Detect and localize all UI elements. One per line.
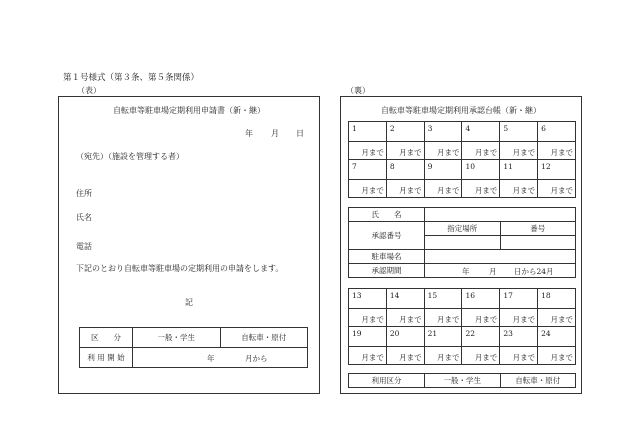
usage-table (348, 373, 576, 388)
application-table (79, 327, 308, 368)
month-cell-21: 21 (424, 327, 462, 347)
grid1-num-row-1 (349, 122, 576, 142)
start-row (80, 348, 308, 368)
form-number-label: 第１号様式（第３条、第５条関係） (63, 73, 200, 83)
month-cell-1: 1 (349, 122, 387, 142)
approval-period-row (349, 264, 576, 278)
period-month: 月 (489, 267, 497, 276)
back-side-label: （裏） (346, 86, 370, 95)
month-cell-17: 17 (500, 289, 538, 309)
until-cell: 月まで (500, 346, 538, 365)
until-cell: 月まで (538, 308, 576, 327)
lot-name-row (349, 250, 576, 264)
usage-label: 利用区分 (349, 374, 425, 388)
number-value (500, 236, 576, 250)
month-cell-16: 16 (462, 289, 500, 309)
category-general: 一般・学生 (133, 328, 221, 348)
usage-row (349, 374, 576, 388)
category-row (80, 328, 308, 348)
month-cell-19: 19 (349, 327, 387, 347)
month-cell-11: 11 (500, 160, 538, 180)
until-cell: 月まで (386, 179, 424, 198)
month-cell-14: 14 (386, 289, 424, 309)
month-cell-4: 4 (462, 122, 500, 142)
back-title: 自転車等駐車場定期利用承認台帳（新・継） (381, 106, 541, 115)
until-cell: 月まで (349, 179, 387, 198)
until-cell: 月まで (462, 346, 500, 365)
until-cell: 月まで (538, 141, 576, 160)
until-cell: 月まで (462, 308, 500, 327)
approval-row-1 (349, 222, 576, 236)
usage-vehicle: 自転車・原付 (500, 374, 576, 388)
until-cell: 月まで (462, 141, 500, 160)
until-cell: 月まで (424, 179, 462, 198)
front-title: 自転車等駐車場定期利用申請書（新・継） (113, 106, 265, 115)
until-cell: 月まで (500, 141, 538, 160)
period-year: 年 (462, 267, 470, 276)
month-cell-6: 6 (538, 122, 576, 142)
until-cell: 月まで (349, 141, 387, 160)
grid1-until-row-1 (349, 141, 576, 160)
until-cell: 月まで (424, 141, 462, 160)
month-cell-2: 2 (386, 122, 424, 142)
until-cell: 月まで (424, 308, 462, 327)
date-day-label: 日 (296, 129, 304, 138)
approval-info-table (348, 207, 576, 278)
back-form (340, 96, 582, 394)
name-row (349, 208, 576, 222)
addressee-text: （宛先）（施設を管理する者） (76, 152, 184, 161)
month-cell-15: 15 (424, 289, 462, 309)
lot-name-label: 駐車場名 (349, 250, 425, 264)
name-label: 氏名 (76, 213, 92, 222)
start-year: 年 (207, 354, 215, 363)
grid2-until-row-1 (349, 308, 576, 327)
month-cell-12: 12 (538, 160, 576, 180)
approval-period-value (425, 264, 576, 278)
month-cell-20: 20 (386, 327, 424, 347)
grid2-until-row-2 (349, 346, 576, 365)
holder-name-label: 氏 名 (349, 208, 425, 222)
period-rest: 日から24月 (514, 267, 554, 276)
month-cell-18: 18 (538, 289, 576, 309)
category-label: 区 分 (80, 328, 133, 348)
phone-label: 電話 (76, 242, 92, 251)
grid2-num-row-2 (349, 327, 576, 347)
approval-period-label: 承認期間 (349, 264, 425, 278)
month-cell-13: 13 (349, 289, 387, 309)
month-cell-23: 23 (500, 327, 538, 347)
lot-name-value (425, 250, 576, 264)
number-label: 番号 (500, 222, 576, 236)
month-cell-3: 3 (424, 122, 462, 142)
until-cell: 月まで (386, 346, 424, 365)
until-cell: 月まで (538, 346, 576, 365)
designated-place-label: 指定場所 (425, 222, 501, 236)
usage-general: 一般・学生 (425, 374, 501, 388)
until-cell: 月まで (386, 141, 424, 160)
until-cell: 月まで (538, 179, 576, 198)
until-cell: 月まで (386, 308, 424, 327)
grid1-num-row-2 (349, 160, 576, 180)
month-grid-2 (348, 288, 576, 365)
request-text: 下記のとおり自転車等駐車場の定期利用の申請をします。 (76, 264, 284, 273)
designated-place-value (425, 236, 501, 250)
front-side-label: （表） (77, 86, 101, 95)
ki-label: 記 (185, 298, 193, 307)
month-cell-10: 10 (462, 160, 500, 180)
month-cell-5: 5 (500, 122, 538, 142)
until-cell: 月まで (500, 308, 538, 327)
month-cell-22: 22 (462, 327, 500, 347)
until-cell: 月まで (500, 179, 538, 198)
address-label: 住所 (76, 189, 92, 198)
front-form (58, 96, 320, 394)
until-cell: 月まで (349, 308, 387, 327)
month-cell-7: 7 (349, 160, 387, 180)
until-cell: 月まで (424, 346, 462, 365)
date-month-label: 月 (271, 129, 279, 138)
holder-name-value (425, 208, 576, 222)
until-cell: 月まで (462, 179, 500, 198)
start-value (133, 348, 308, 368)
approval-no-label: 承認番号 (349, 222, 425, 250)
start-label: 利 用 開 始 (80, 348, 133, 368)
month-cell-24: 24 (538, 327, 576, 347)
month-cell-9: 9 (424, 160, 462, 180)
until-cell: 月まで (349, 346, 387, 365)
month-grid-1 (348, 121, 576, 198)
grid1-until-row-2 (349, 179, 576, 198)
month-cell-8: 8 (386, 160, 424, 180)
grid2-num-row-1 (349, 289, 576, 309)
date-year-label: 年 (245, 129, 253, 138)
start-from: 月から (245, 354, 268, 363)
category-vehicle: 自転車・原付 (220, 328, 308, 348)
